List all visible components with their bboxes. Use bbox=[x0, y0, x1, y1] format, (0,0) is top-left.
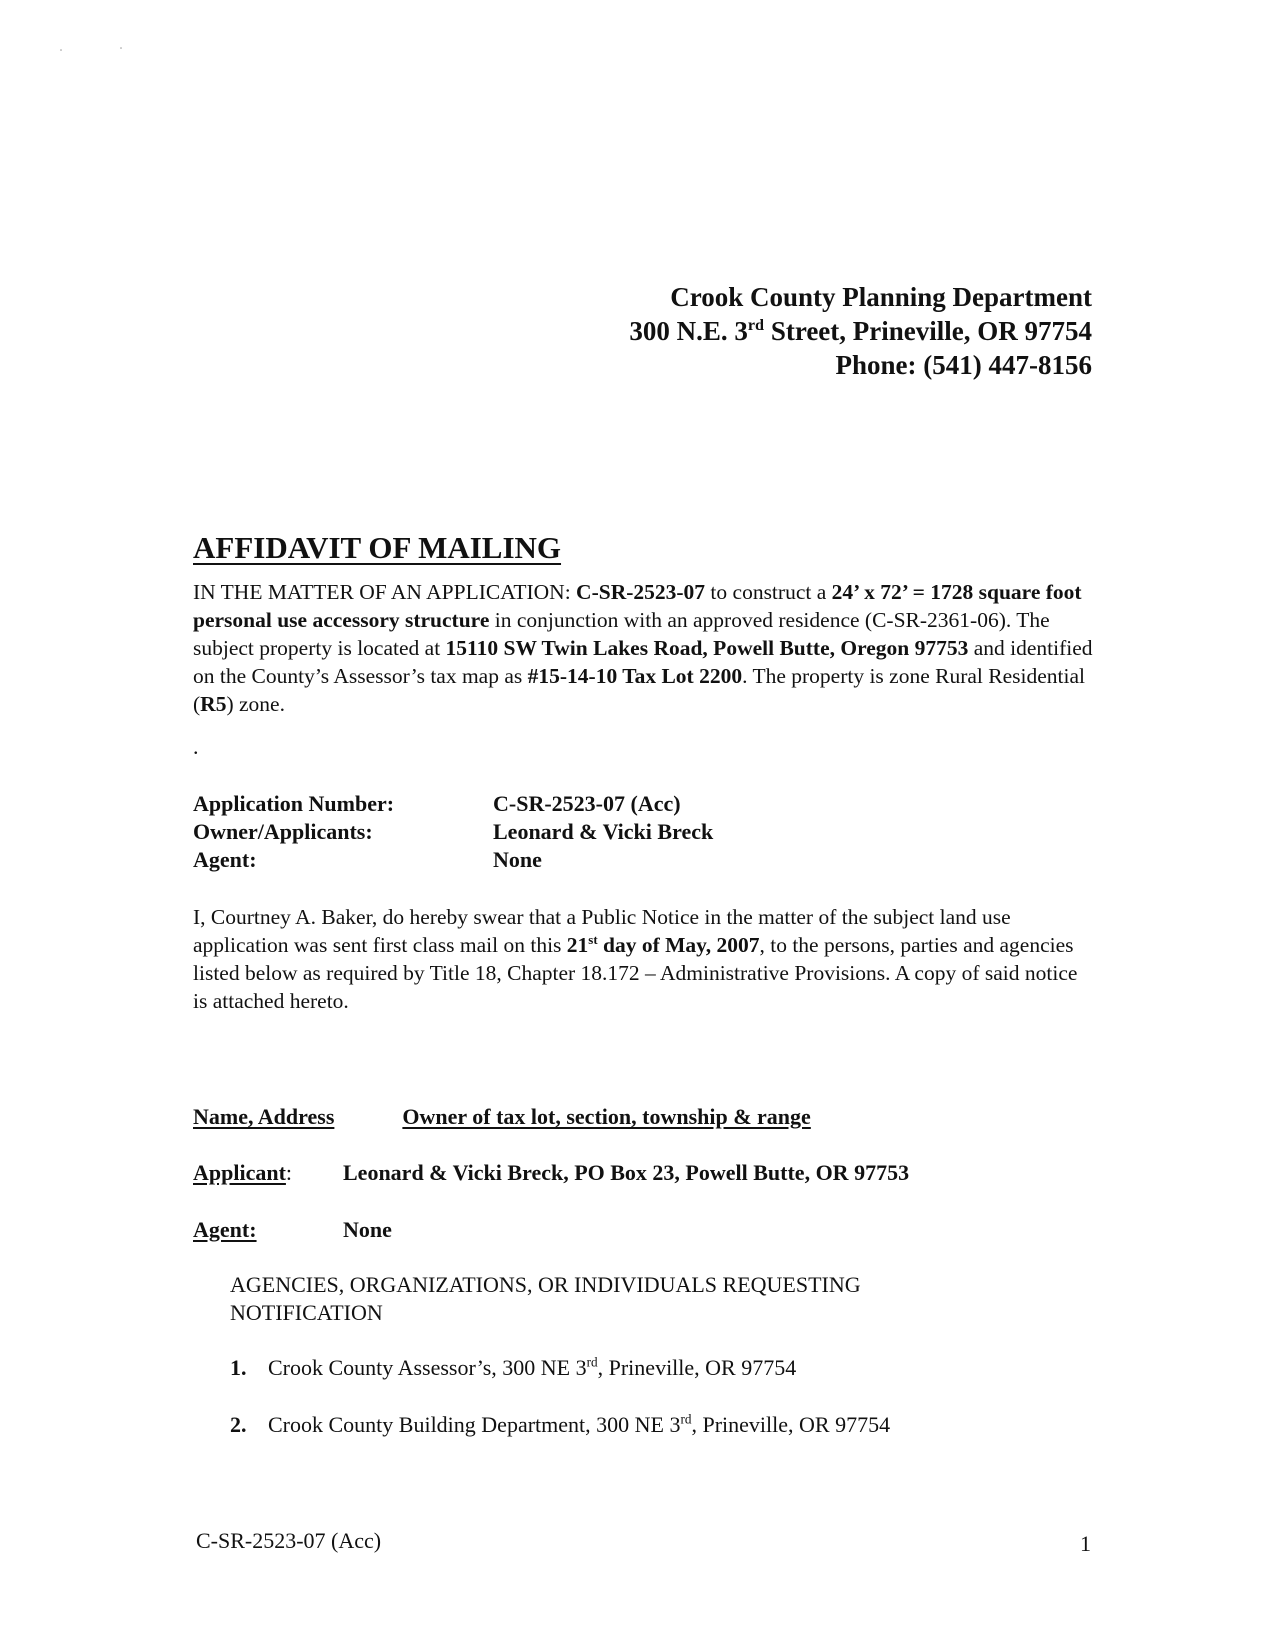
info-value: C-SR-2523-07 (Acc) bbox=[493, 791, 681, 816]
department-phone: Phone: (541) 447-8156 bbox=[835, 350, 1092, 380]
agency-text-rest: , Prineville, OR 97754 bbox=[691, 1412, 891, 1437]
list-number: 1. bbox=[230, 1355, 247, 1380]
info-row-owner-applicants bbox=[193, 818, 713, 846]
agent-value: None bbox=[343, 1217, 392, 1242]
property-address: 15110 SW Twin Lakes Road, Powell Butte, Oregon 97753 bbox=[445, 636, 969, 660]
matter-text-3: in conjunction with an approved residence (C-SR-2361-06). The subject property is located at bbox=[193, 608, 1050, 660]
structure-description: 24’ x 72’ = 1728 square foot personal use accessory structure bbox=[193, 580, 1082, 632]
column-spacer bbox=[334, 1104, 402, 1129]
address-rest: Street, Prineville, OR 97754 bbox=[764, 316, 1092, 346]
oath-text-2: , to the persons, parties and agencies listed below as required by Title 18, Chapter 18.172 – Administrative Provisions. A copy of said notice is attached hereto. bbox=[193, 933, 1078, 1013]
matter-text-2: to construct a bbox=[705, 580, 832, 604]
department-address bbox=[629, 314, 1092, 348]
department-header bbox=[629, 280, 1092, 382]
applicant-row bbox=[193, 1160, 292, 1186]
matter-text-1: IN THE MATTER OF AN APPLICATION: bbox=[193, 580, 577, 604]
applicant-label: Applicant bbox=[193, 1160, 286, 1185]
department-name: Crook County Planning Department bbox=[670, 282, 1092, 312]
info-label: Application Number: bbox=[193, 791, 395, 816]
agency-ordinal-suffix: rd bbox=[586, 1354, 598, 1370]
agency-ordinal-suffix: rd bbox=[680, 1411, 692, 1427]
column-name-address: Name, Address bbox=[193, 1104, 335, 1129]
address-street-number: 300 N.E. 3 bbox=[629, 316, 748, 346]
column-owner: Owner of tax lot, section, township & range bbox=[402, 1104, 811, 1129]
notice-columns-header bbox=[193, 1104, 811, 1130]
mailing-date: day of May, 2007 bbox=[597, 933, 760, 957]
mailing-day-suffix: st bbox=[588, 932, 598, 947]
scan-specks-graphic bbox=[55, 47, 135, 53]
oath-paragraph bbox=[193, 903, 1093, 1015]
info-row-application-number bbox=[193, 790, 713, 818]
matter-text-6: ) zone. bbox=[226, 692, 285, 716]
tax-lot: #15-14-10 Tax Lot 2200 bbox=[527, 664, 743, 688]
matter-text-5: . The property is zone Rural Residential ( bbox=[193, 664, 1085, 716]
info-row-agent bbox=[193, 846, 713, 874]
mailing-day: 21 bbox=[566, 933, 589, 957]
agency-text: Crook County Assessor’s, 300 NE 3 bbox=[268, 1355, 587, 1380]
matter-paragraph bbox=[193, 578, 1093, 718]
list-number: 2. bbox=[230, 1412, 247, 1437]
page-number: 1 bbox=[1080, 1531, 1091, 1556]
agency-text: Crook County Building Department, 300 NE 3 bbox=[268, 1412, 681, 1437]
agencies-heading: AGENCIES, ORGANIZATIONS, OR INDIVIDUALS REQUESTING NOTIFICATION bbox=[230, 1272, 861, 1325]
zone-code: R5 bbox=[200, 692, 227, 716]
oath-text-1: I, Courtney A. Baker, do hereby swear that a Public Notice in the matter of the subject land use application was sent first class mail on this bbox=[193, 905, 1011, 957]
matter-text-4: and identified on the County’s Assessor’s tax map as bbox=[193, 636, 1093, 688]
list-item bbox=[230, 1355, 796, 1381]
agency-text-rest: , Prineville, OR 97754 bbox=[597, 1355, 797, 1380]
scan-specks bbox=[55, 40, 135, 46]
info-value: None bbox=[493, 847, 542, 872]
applicant-value: Leonard & Vicki Breck, PO Box 23, Powell Butte, OR 97753 bbox=[343, 1160, 910, 1185]
applicant-colon: : bbox=[285, 1160, 293, 1185]
info-value: Leonard & Vicki Breck bbox=[493, 819, 714, 844]
application-info-table bbox=[193, 790, 713, 874]
address-ordinal-suffix: rd bbox=[747, 316, 765, 334]
document-title: AFFIDAVIT OF MAILING bbox=[193, 530, 562, 565]
footer-document-id: C-SR-2523-07 (Acc) bbox=[196, 1528, 382, 1553]
application-id: C-SR-2523-07 bbox=[576, 580, 706, 604]
list-item bbox=[230, 1412, 890, 1438]
agent-label: Agent: bbox=[193, 1217, 257, 1242]
info-label: Owner/Applicants: bbox=[193, 819, 373, 844]
info-label: Agent: bbox=[193, 847, 257, 872]
stray-dot: . bbox=[193, 734, 199, 759]
